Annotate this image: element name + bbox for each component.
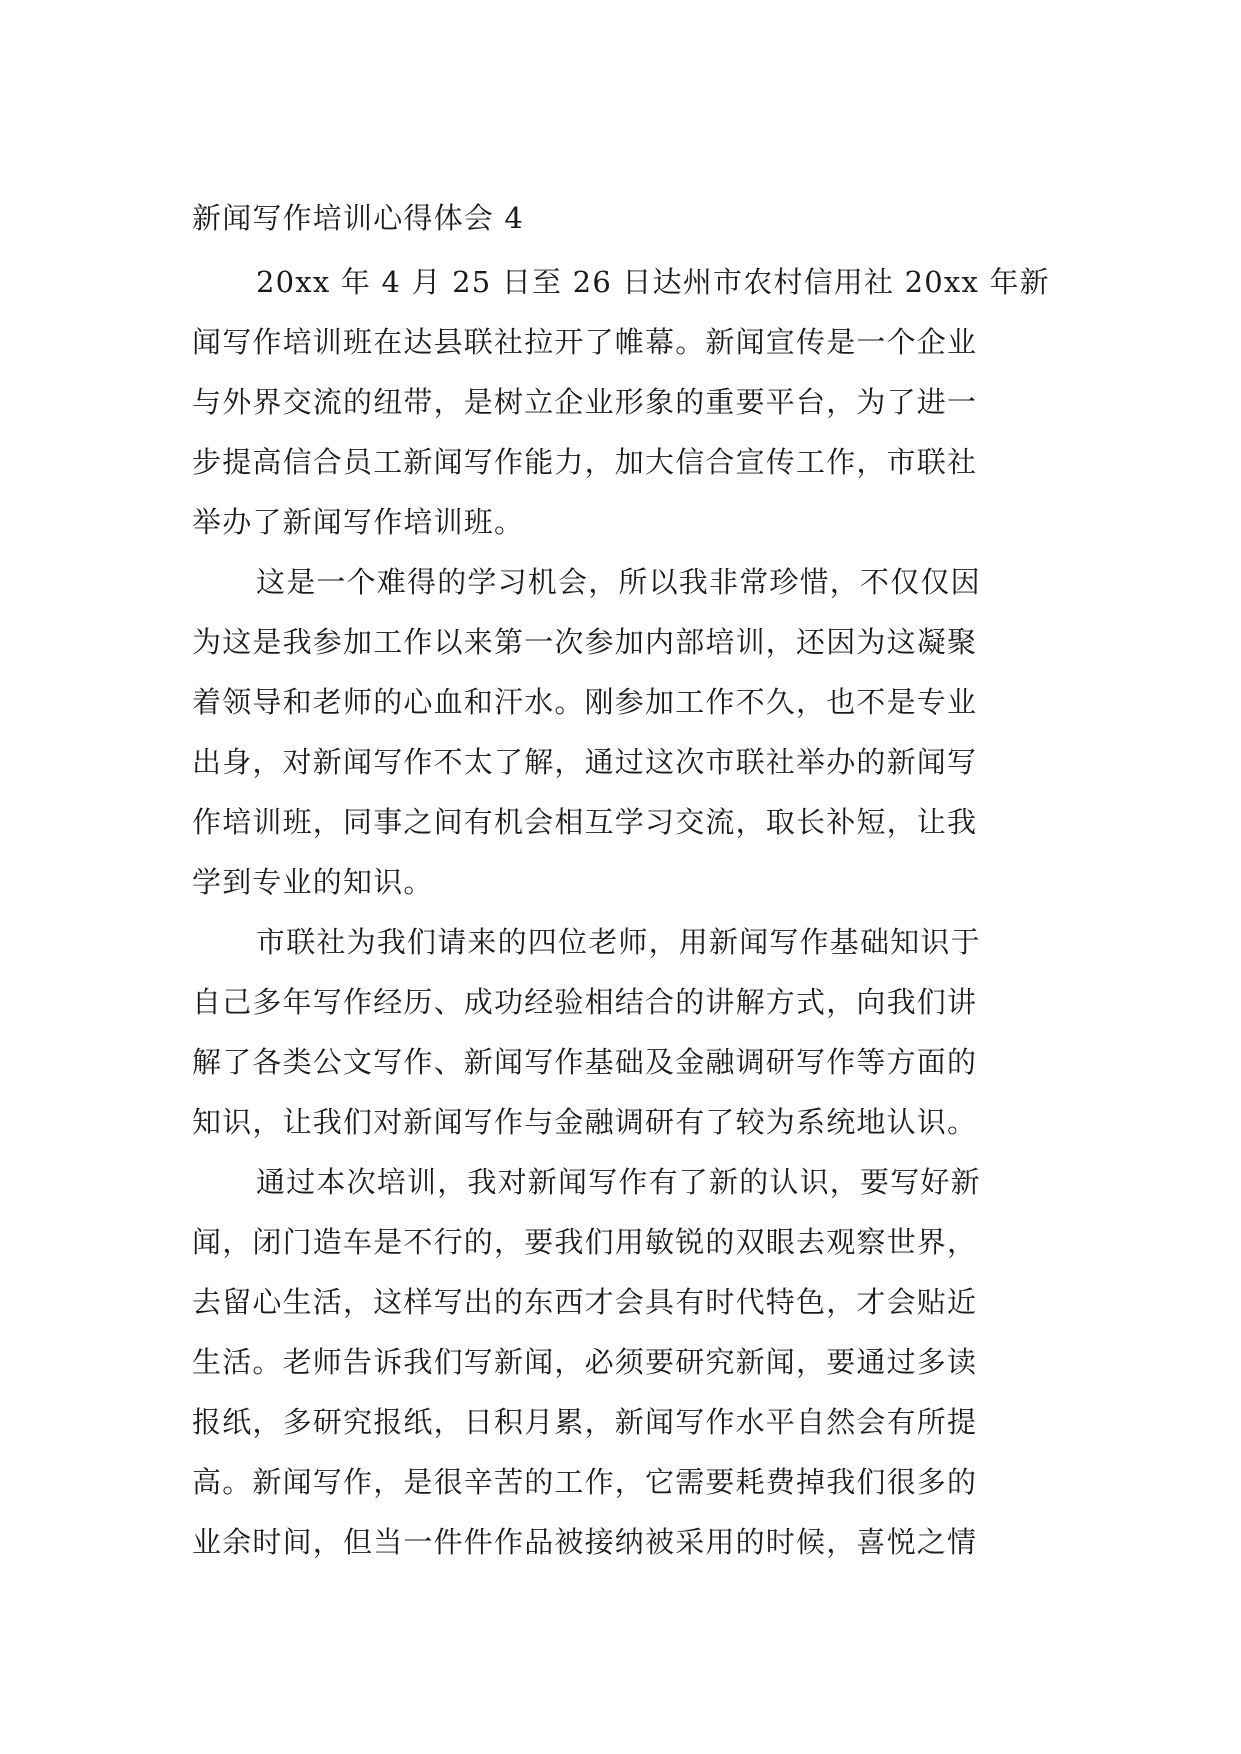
paragraph-line: 市联社为我们请来的四位老师，用新闻写作基础知识于 bbox=[256, 925, 981, 959]
paragraph-line: 去留心生活，这样写出的东西才会具有时代特色，才会贴近 bbox=[192, 1285, 978, 1319]
paragraph-2 bbox=[192, 560, 1052, 920]
paragraph-line: 着领导和老师的心血和汗水。刚参加工作不久，也不是专业 bbox=[192, 685, 978, 719]
paragraph-line: 这是一个难得的学习机会，所以我非常珍惜，不仅仅因 bbox=[256, 565, 981, 599]
paragraph-line: 出身，对新闻写作不太了解，通过这次市联社举办的新闻写 bbox=[192, 745, 978, 779]
paragraph-4 bbox=[192, 1160, 1052, 1580]
document-title: 新闻写作培训心得体会 4 bbox=[192, 201, 525, 235]
paragraph-line: 学到专业的知识。 bbox=[192, 865, 434, 899]
paragraph-line: 闻，闭门造车是不行的，要我们用敏锐的双眼去观察世界， bbox=[192, 1225, 978, 1259]
paragraph-line: 高。新闻写作，是很辛苦的工作，它需要耗费掉我们很多的 bbox=[192, 1465, 978, 1499]
paragraph-1 bbox=[192, 260, 1052, 560]
paragraph-line: 闻写作培训班在达县联社拉开了帷幕。新闻宣传是一个企业 bbox=[192, 325, 978, 359]
paragraph-3 bbox=[192, 920, 1052, 1160]
paragraph-line: 业余时间，但当一件件作品被接纳被采用的时候，喜悦之情 bbox=[192, 1525, 978, 1559]
paragraph-line: 与外界交流的纽带，是树立企业形象的重要平台，为了进一 bbox=[192, 385, 978, 419]
paragraph-line: 步提高信合员工新闻写作能力，加大信合宣传工作，市联社 bbox=[192, 445, 978, 479]
paragraph-line: 生活。老师告诉我们写新闻，必须要研究新闻，要通过多读 bbox=[192, 1345, 978, 1379]
paragraph-line: 解了各类公文写作、新闻写作基础及金融调研写作等方面的 bbox=[192, 1045, 978, 1079]
paragraph-line: 通过本次培训，我对新闻写作有了新的认识，要写好新 bbox=[256, 1165, 981, 1199]
paragraph-line: 作培训班，同事之间有机会相互学习交流，取长补短，让我 bbox=[192, 805, 978, 839]
paragraph-line: 举办了新闻写作培训班。 bbox=[192, 505, 525, 539]
paragraph-line: 20xx 年 4 月 25 日至 26 日达州市农村信用社 20xx 年新 bbox=[256, 265, 1050, 299]
paragraph-line: 知识，让我们对新闻写作与金融调研有了较为系统地认识。 bbox=[192, 1105, 978, 1139]
paragraph-line: 为这是我参加工作以来第一次参加内部培训，还因为这凝聚 bbox=[192, 625, 978, 659]
paragraph-line: 自己多年写作经历、成功经验相结合的讲解方式，向我们讲 bbox=[192, 985, 978, 1019]
document-body bbox=[192, 196, 1052, 1580]
paragraph-line: 报纸，多研究报纸，日积月累，新闻写作水平自然会有所提 bbox=[192, 1405, 978, 1439]
